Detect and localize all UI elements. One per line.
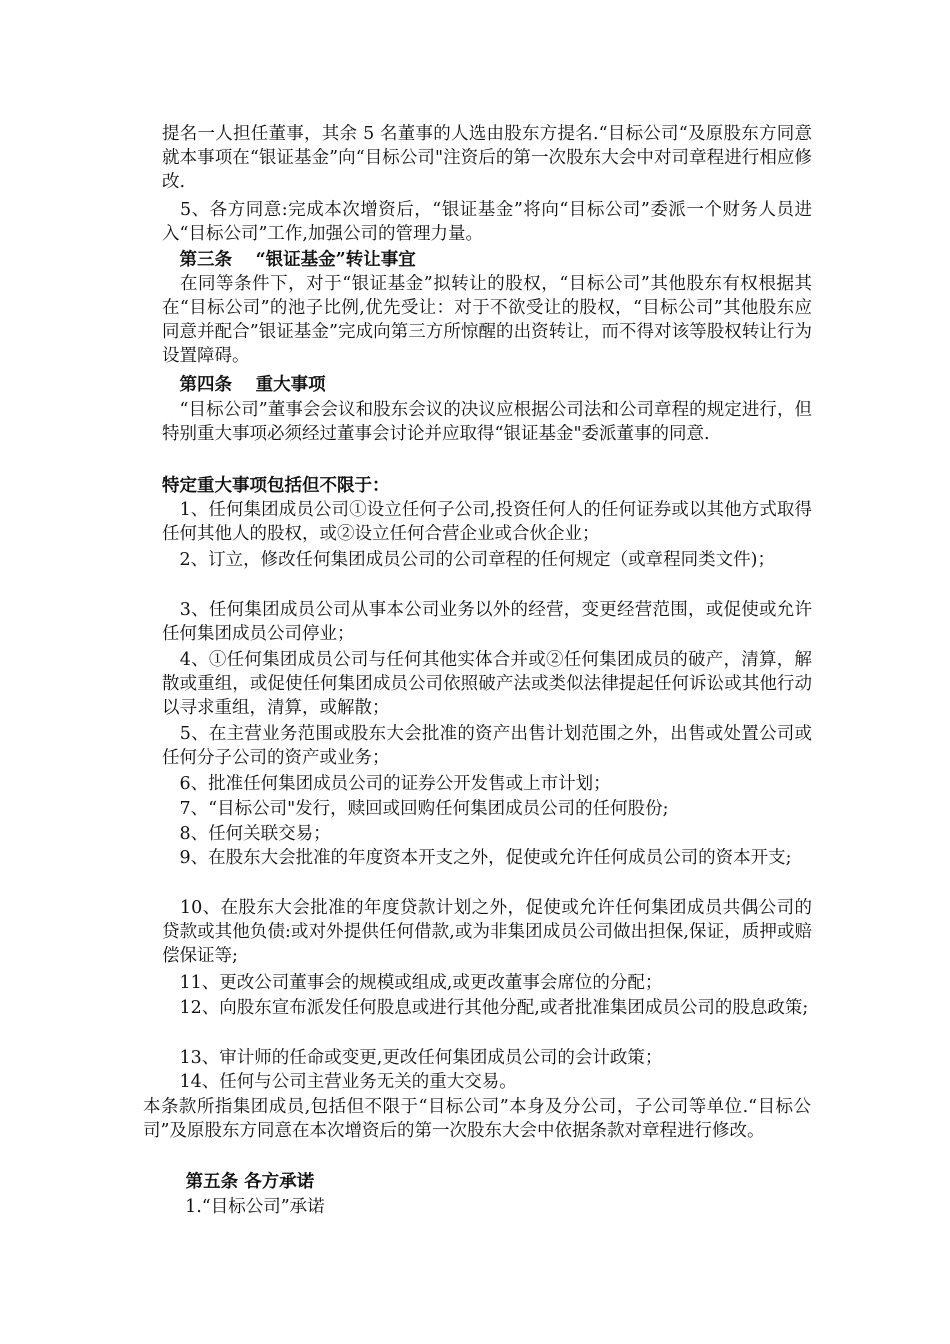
paragraph-item-5-finance-staff: 5、各方同意:完成本次增资后，“银证基金”将向“目标公司”委派一个财务人员进入“目标公司”工作,加强公司的管理力量。 <box>162 200 812 244</box>
heading-article-4: 第四条 重大事项 <box>162 375 326 395</box>
list-item-3: 3、任何集团成员公司从事本公司业务以外的经营，变更经营范围，或促使或允许任何集团成员公司停业； <box>162 600 812 644</box>
list-item-1: 1、任何集团成员公司①设立任何子公司,投资任何人的任何证券或以其他方式取得任何其他人的股权，或②设立任何合营企业或合伙企业； <box>162 500 812 544</box>
list-item-14: 14、任何与公司主营业务无关的重大交易。 <box>162 1072 517 1092</box>
list-item-11: 11、更改公司董事会的规模或组成,或更改董事会席位的分配； <box>162 973 663 993</box>
paragraph-article-4-body: “目标公司”董事会会议和股东会议的决议应根据公司法和公司章程的规定进行，但特别重大事项必须经过董事会讨论并应取得“银证基金"委派董事的同意. <box>162 400 812 444</box>
paragraph-board-nomination: 提名一人担任董事，其余 5 名董事的人选由股东方提名.“目标公司“及原股东方同意就本事项在“银证基金”向“目标公司"注资后的第一次股东大会中对司章程进行相应修改. <box>162 124 812 192</box>
heading-major-matters: 特定重大事项包括但不限于： <box>162 476 390 496</box>
list-item-9: 9、在股东大会批准的年度资本开支之外，促使或允许任何成员公司的资本开支; <box>162 848 792 868</box>
heading-article-3: 第三条 “银证基金”转让事宜 <box>162 250 416 270</box>
list-item-5: 5、在主营业务范围或股东大会批准的资产出售计划范围之外，出售或处置公司或任何分子公司的资产或业务； <box>162 724 812 768</box>
list-item-4: 4、①任何集团成员公司与任何其他实体合并或②任何集团成员的破产，清算，解散或重组，或促使任何集团成员公司依照破产法或类似法律提起任何诉讼或其他行动以寻求重组，清算，或解散； <box>162 650 812 718</box>
paragraph-group-members-definition: 本条款所指集团成员,包括但不限于“目标公司”本身及分公司，子公司等单位.“目标公司”及原股东方同意在本次增资后的第一次股东大会中依据条款对章程进行修改。 <box>143 1097 811 1141</box>
list-item-13: 13、审计师的任命或变更,更改任何集团成员公司的会计政策； <box>162 1048 663 1068</box>
paragraph-target-company-undertakes: 1.“目标公司”承诺 <box>162 1197 325 1217</box>
list-item-2: 2、订立，修改任何集团成员公司的公司章程的任何规定（或章程同类文件)； <box>162 550 775 570</box>
list-item-10: 10、在股东大会批准的年度贷款计划之外，促使或允许任何集团成员共偶公司的贷款或其他负债:或对外提供任何借款,或为非集团成员公司做出担保,保证，质押或赔偿保证等; <box>162 898 812 966</box>
list-item-12: 12、向股东宣布派发任何股息或进行其他分配,或者批准集团成员公司的股息政策; <box>162 998 809 1018</box>
paragraph-article-3-body: 在同等条件下，对于“银证基金”拟转让的股权，“目标公司”其他股东有权根据其在“目标公司”的池子比例,优先受让：对于不欲受让的股权，“目标公司”其他股东应同意并配合”银证基金”完成向第三方所惊醒的出资转让，而不得对该等股权转让行为设置障碍。 <box>162 274 812 366</box>
list-item-6: 6、批准任何集团成员公司的证券公开发售或上市计划； <box>162 774 611 794</box>
list-item-7: 7、“目标公司"发行，赎回或回购任何集团成员公司的任何股份; <box>162 799 669 819</box>
heading-article-5: 第五条 各方承诺 <box>162 1172 315 1192</box>
list-item-8: 8、任何关联交易； <box>162 824 331 844</box>
